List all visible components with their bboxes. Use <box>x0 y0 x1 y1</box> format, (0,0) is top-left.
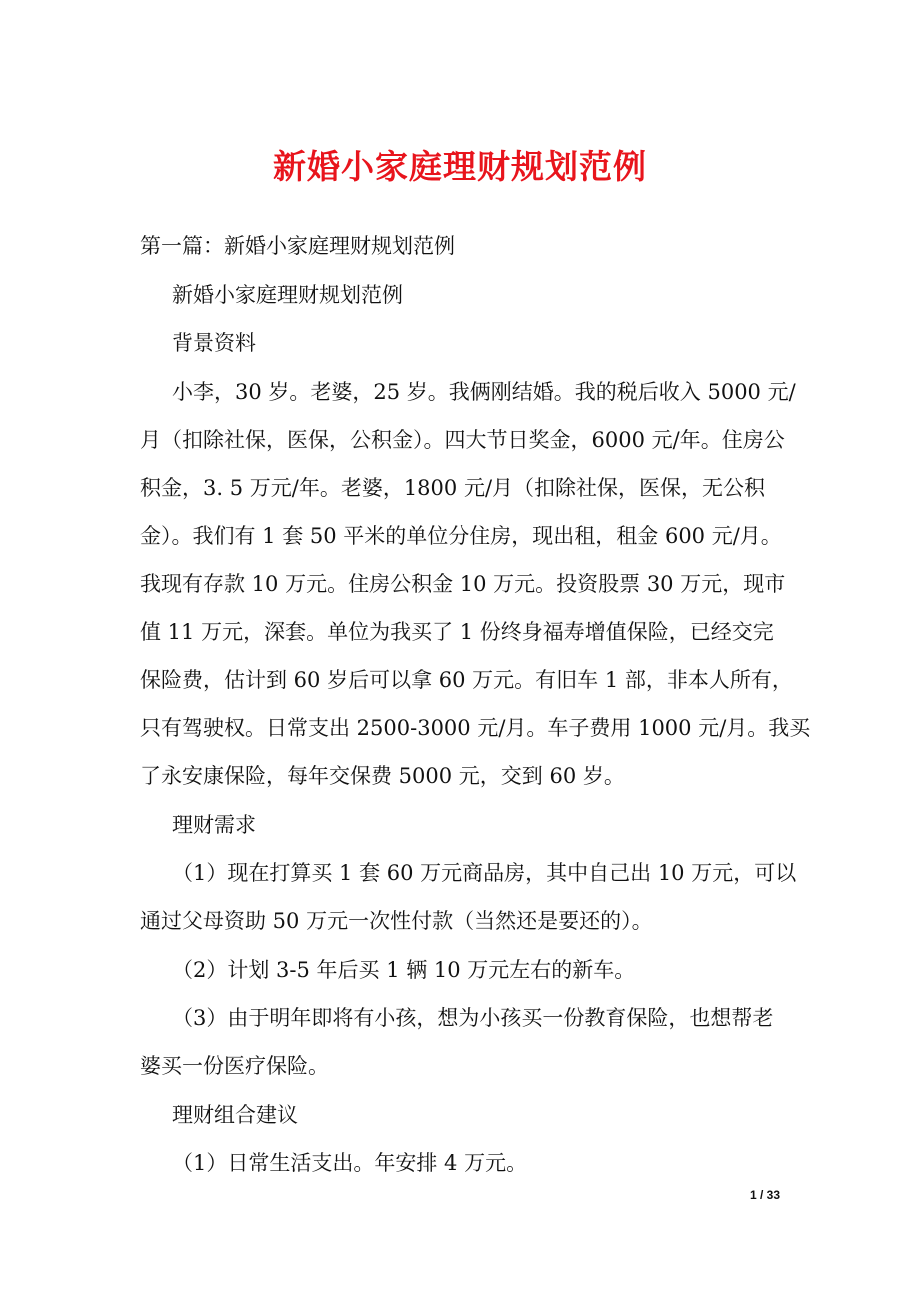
advice-item-1: （1）日常生活支出。年安排 4 万元。 <box>172 1151 528 1175</box>
need-item-1-cont: 通过父母资助 50 万元一次性付款（当然还是要还的）。 <box>140 909 653 933</box>
paragraph-line: 值 11 万元，深套。单位为我买了 1 份终身福寿增值保险，已经交完 <box>140 620 774 644</box>
subtitle: 新婚小家庭理财规划范例 <box>172 283 403 307</box>
need-item-3: （3）由于明年即将有小孩，想为小孩买一份教育保险，也想帮老 <box>172 1006 774 1030</box>
paragraph-line: 月（扣除社保，医保，公积金）。四大节日奖金，6000 元/年。住房公 <box>140 428 785 452</box>
paragraph-line: 我现有存款 10 万元。住房公积金 10 万元。投资股票 30 万元，现市 <box>140 572 786 596</box>
need-item-3-cont: 婆买一份医疗保险。 <box>140 1054 329 1078</box>
section-heading: 第一篇：新婚小家庭理财规划范例 <box>140 234 455 258</box>
need-item-2: （2）计划 3-5 年后买 1 辆 10 万元左右的新车。 <box>172 958 636 982</box>
paragraph-line: 小李，30 岁。老婆，25 岁。我俩刚结婚。我的税后收入 5000 元/ <box>172 380 796 404</box>
advice-heading: 理财组合建议 <box>172 1103 298 1127</box>
paragraph-line: 只有驾驶权。日常支出 2500-3000 元/月。车子费用 1000 元/月。我买 <box>140 716 811 740</box>
paragraph-line: 金）。我们有 1 套 50 平米的单位分住房，现出租，租金 600 元/月。 <box>140 524 782 548</box>
page-number: 1 / 33 <box>749 1188 780 1202</box>
paragraph-line: 积金，3. 5 万元/年。老婆，1800 元/月（扣除社保，医保，无公积 <box>140 476 766 500</box>
background-heading: 背景资料 <box>172 331 256 355</box>
needs-heading: 理财需求 <box>172 813 256 837</box>
paragraph-line: 保险费，估计到 60 岁后可以拿 60 万元。有旧车 1 部，非本人所有， <box>140 668 793 692</box>
document-title: 新婚小家庭理财规划范例 <box>273 147 647 186</box>
paragraph-line: 了永安康保险，每年交保费 5000 元，交到 60 岁。 <box>140 764 625 788</box>
need-item-1: （1）现在打算买 1 套 60 万元商品房，其中自己出 10 万元，可以 <box>172 861 797 885</box>
